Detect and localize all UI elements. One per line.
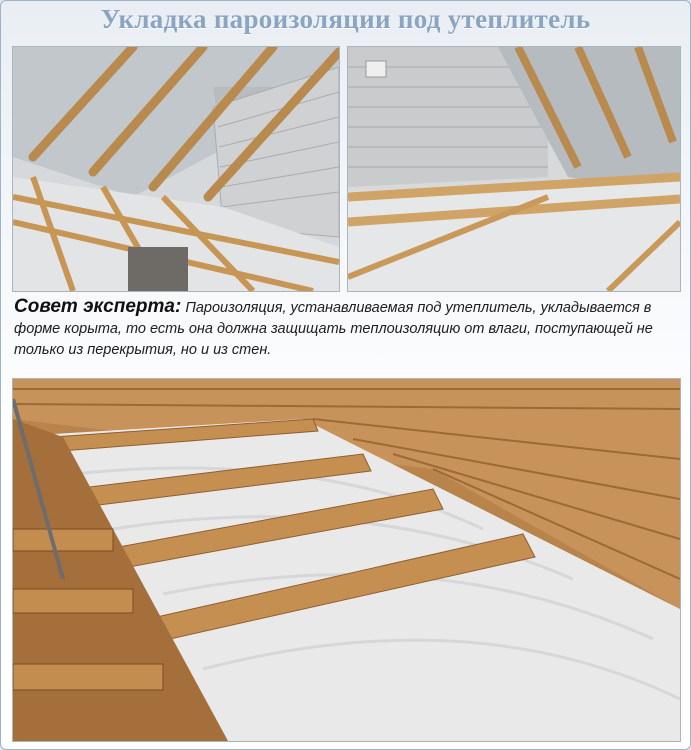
expert-tip-text: Пароизоляция, устанавливаемая под утеплитель, укладывается в форме корыта, то есть она должна защищать теплоизоляцию от влаги, поступающей не только из перекрытия, но и из стен. [14, 300, 653, 358]
photo-attic-ceiling [12, 46, 340, 292]
photo-floor-joists-image [13, 379, 680, 741]
photo-attic-floor [347, 46, 681, 292]
expert-tip-lead: Совет эксперта: [14, 296, 182, 317]
photo-attic-ceiling-image [13, 47, 339, 291]
page-title: Укладка пароизоляции под утеплитель [100, 4, 591, 34]
photo-floor-joists [12, 378, 681, 742]
expert-tip [14, 296, 684, 361]
photo-attic-floor-image [348, 47, 680, 291]
